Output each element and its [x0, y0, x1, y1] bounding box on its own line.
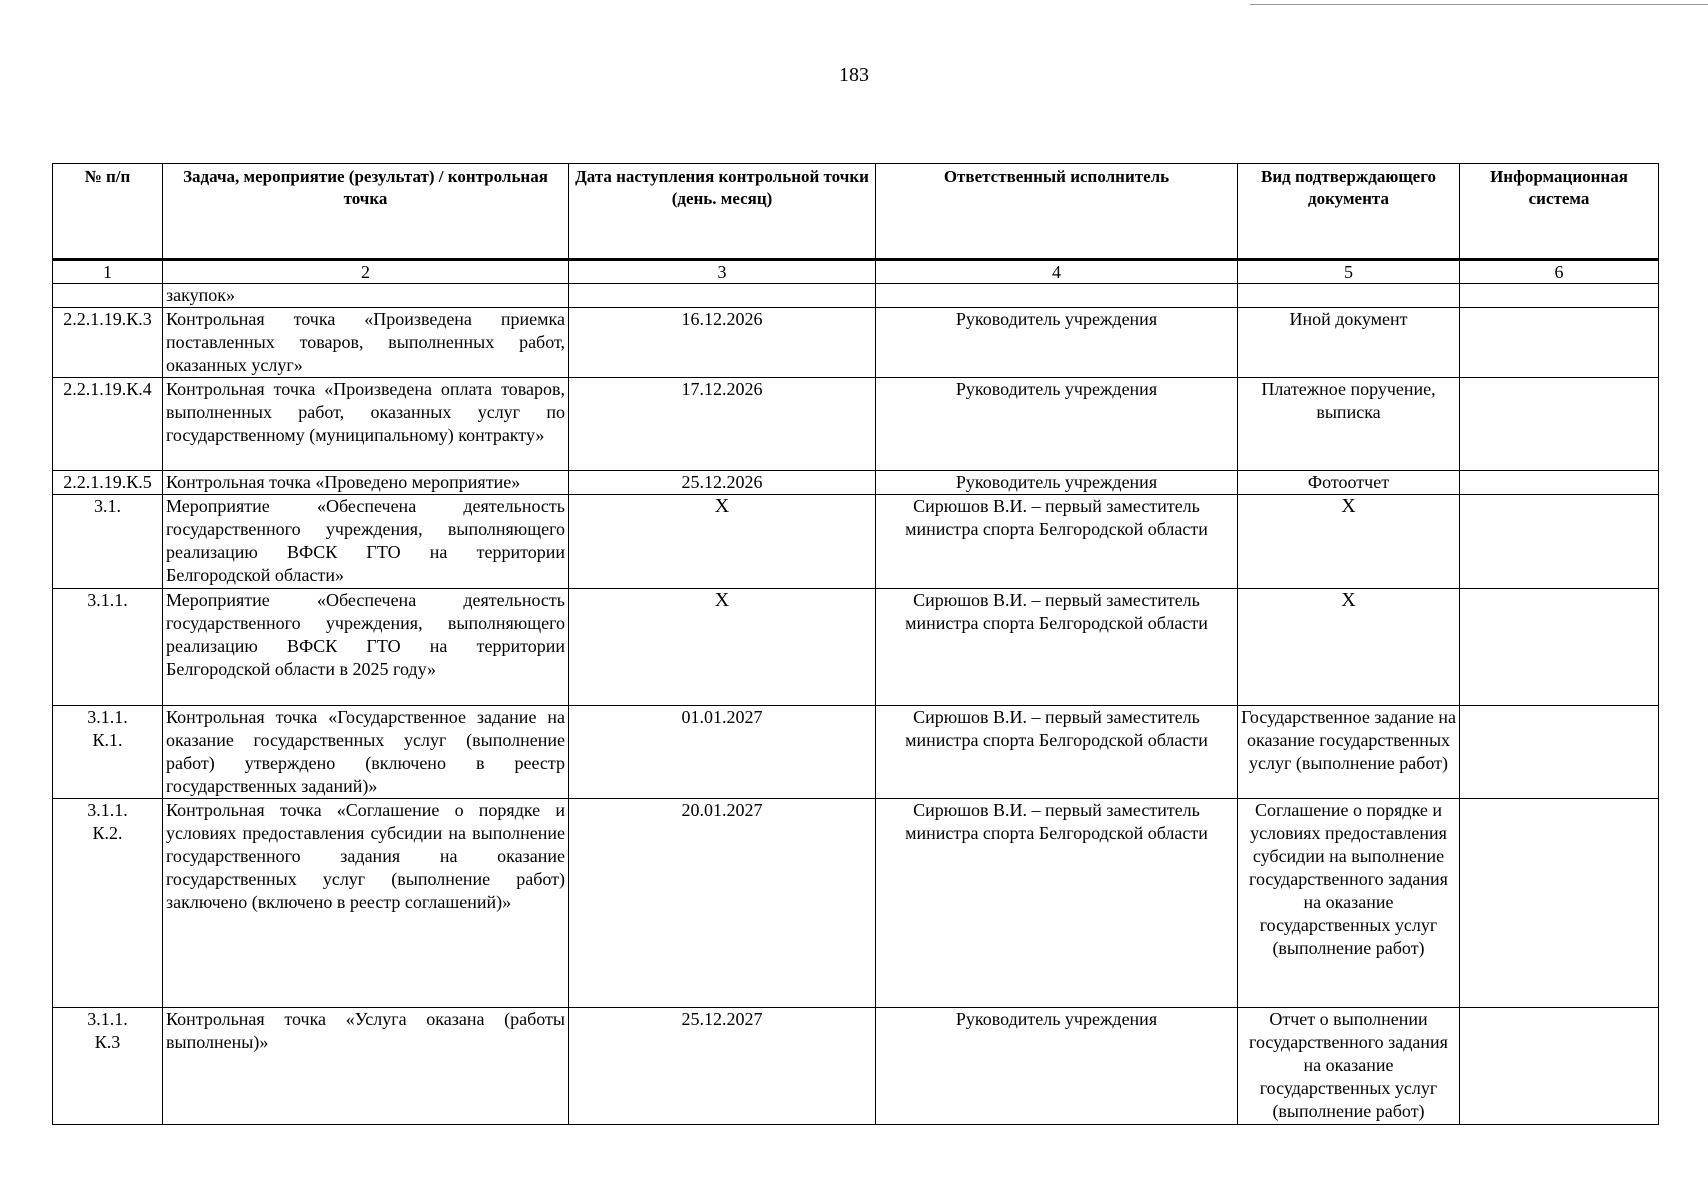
- row-document: Государственное задание на оказание государственных услуг (выполнение работ): [1238, 706, 1460, 799]
- row-date: 17.12.2026: [569, 378, 876, 471]
- row-responsible: Руководитель учреждения: [876, 308, 1238, 378]
- row-responsible: Сирюшов В.И. – первый заместитель министра спорта Белгородской области: [876, 706, 1238, 799]
- column-number: 6: [1460, 260, 1659, 284]
- row-system: [1460, 495, 1659, 589]
- table-row: [53, 1008, 1659, 1125]
- row-number: [53, 284, 163, 308]
- row-responsible: Руководитель учреждения: [876, 471, 1238, 495]
- header-responsible: Ответственный исполнитель: [876, 164, 1238, 260]
- table-row: [53, 706, 1659, 799]
- row-responsible: Сирюшов В.И. – первый заместитель министра спорта Белгородской области: [876, 799, 1238, 1008]
- row-system: [1460, 284, 1659, 308]
- row-number: 3.1.1. К.3: [53, 1008, 163, 1125]
- row-document: Фотоотчет: [1238, 471, 1460, 495]
- row-system: [1460, 1008, 1659, 1125]
- header-number: № п/п: [53, 164, 163, 260]
- scan-edge-line: [1250, 4, 1708, 5]
- row-date: 16.12.2026: [569, 308, 876, 378]
- row-number: 3.1.1. К.2.: [53, 799, 163, 1008]
- row-system: [1460, 471, 1659, 495]
- row-system: [1460, 589, 1659, 706]
- row-date: X: [569, 589, 876, 706]
- row-number: 2.2.1.19.К.5: [53, 471, 163, 495]
- column-number: 5: [1238, 260, 1460, 284]
- table-row: [53, 308, 1659, 378]
- row-system: [1460, 706, 1659, 799]
- row-number: 3.1.: [53, 495, 163, 589]
- row-date: 01.01.2027: [569, 706, 876, 799]
- header-document: Вид подтверждающего документа: [1238, 164, 1460, 260]
- table-row: [53, 378, 1659, 471]
- row-task: закупок»: [163, 284, 569, 308]
- row-task: Контрольная точка «Государственное задание на оказание государственных услуг (выполнение работ) утверждено (включено в реестр государственных заданий)»: [163, 706, 569, 799]
- row-task: Контрольная точка «Произведена приемка поставленных товаров, выполненных работ, оказанных услуг»: [163, 308, 569, 378]
- page-number: 183: [839, 64, 869, 86]
- row-responsible: Руководитель учреждения: [876, 378, 1238, 471]
- table-row: [53, 589, 1659, 706]
- table-row: [53, 471, 1659, 495]
- control-points-table: [52, 163, 1659, 1125]
- row-number: 2.2.1.19.К.3: [53, 308, 163, 378]
- row-responsible: Сирюшов В.И. – первый заместитель министра спорта Белгородской области: [876, 589, 1238, 706]
- row-document: [1238, 284, 1460, 308]
- header-date: Дата наступления контрольной точки (день. месяц): [569, 164, 876, 260]
- header-task: Задача, мероприятие (результат) / контрольная точка: [163, 164, 569, 260]
- row-task: Контрольная точка «Услуга оказана (работы выполнены)»: [163, 1008, 569, 1125]
- row-task: Контрольная точка «Соглашение о порядке и условиях предоставления субсидии на выполнение государственного задания на оказание государственных услуг (выполнение работ) заключено (включено в реестр соглашений)»: [163, 799, 569, 1008]
- column-number-row: [53, 260, 1659, 284]
- table-header-row: [53, 164, 1659, 260]
- row-date: [569, 284, 876, 308]
- row-date: X: [569, 495, 876, 589]
- row-system: [1460, 799, 1659, 1008]
- column-number: 4: [876, 260, 1238, 284]
- row-document: Иной документ: [1238, 308, 1460, 378]
- row-system: [1460, 308, 1659, 378]
- row-responsible: [876, 284, 1238, 308]
- column-number: 1: [53, 260, 163, 284]
- row-task: Контрольная точка «Произведена оплата товаров, выполненных работ, оказанных услуг по государственному (муниципальному) контракту»: [163, 378, 569, 471]
- row-system: [1460, 378, 1659, 471]
- row-responsible: Сирюшов В.И. – первый заместитель министра спорта Белгородской области: [876, 495, 1238, 589]
- row-task: Мероприятие «Обеспечена деятельность государственного учреждения, выполняющего реализацию ВФСК ГТО на территории Белгородской области в 2025 году»: [163, 589, 569, 706]
- row-document: Платежное поручение, выписка: [1238, 378, 1460, 471]
- row-task: Контрольная точка «Проведено мероприятие»: [163, 471, 569, 495]
- table-row: [53, 495, 1659, 589]
- column-number: 3: [569, 260, 876, 284]
- row-document: X: [1238, 589, 1460, 706]
- table-row: [53, 284, 1659, 308]
- row-number: 2.2.1.19.К.4: [53, 378, 163, 471]
- row-number: 3.1.1. К.1.: [53, 706, 163, 799]
- row-document: Соглашение о порядке и условиях предоставления субсидии на выполнение государственного задания на оказание государственных услуг (выполнение работ): [1238, 799, 1460, 1008]
- row-date: 20.01.2027: [569, 799, 876, 1008]
- row-responsible: Руководитель учреждения: [876, 1008, 1238, 1125]
- row-number: 3.1.1.: [53, 589, 163, 706]
- row-task: Мероприятие «Обеспечена деятельность государственного учреждения, выполняющего реализацию ВФСК ГТО на территории Белгородской области»: [163, 495, 569, 589]
- header-system: Информационная система: [1460, 164, 1659, 260]
- row-document: X: [1238, 495, 1460, 589]
- table-row: [53, 799, 1659, 1008]
- row-document: Отчет о выполнении государственного задания на оказание государственных услуг (выполнение работ): [1238, 1008, 1460, 1125]
- column-number: 2: [163, 260, 569, 284]
- row-date: 25.12.2026: [569, 471, 876, 495]
- row-date: 25.12.2027: [569, 1008, 876, 1125]
